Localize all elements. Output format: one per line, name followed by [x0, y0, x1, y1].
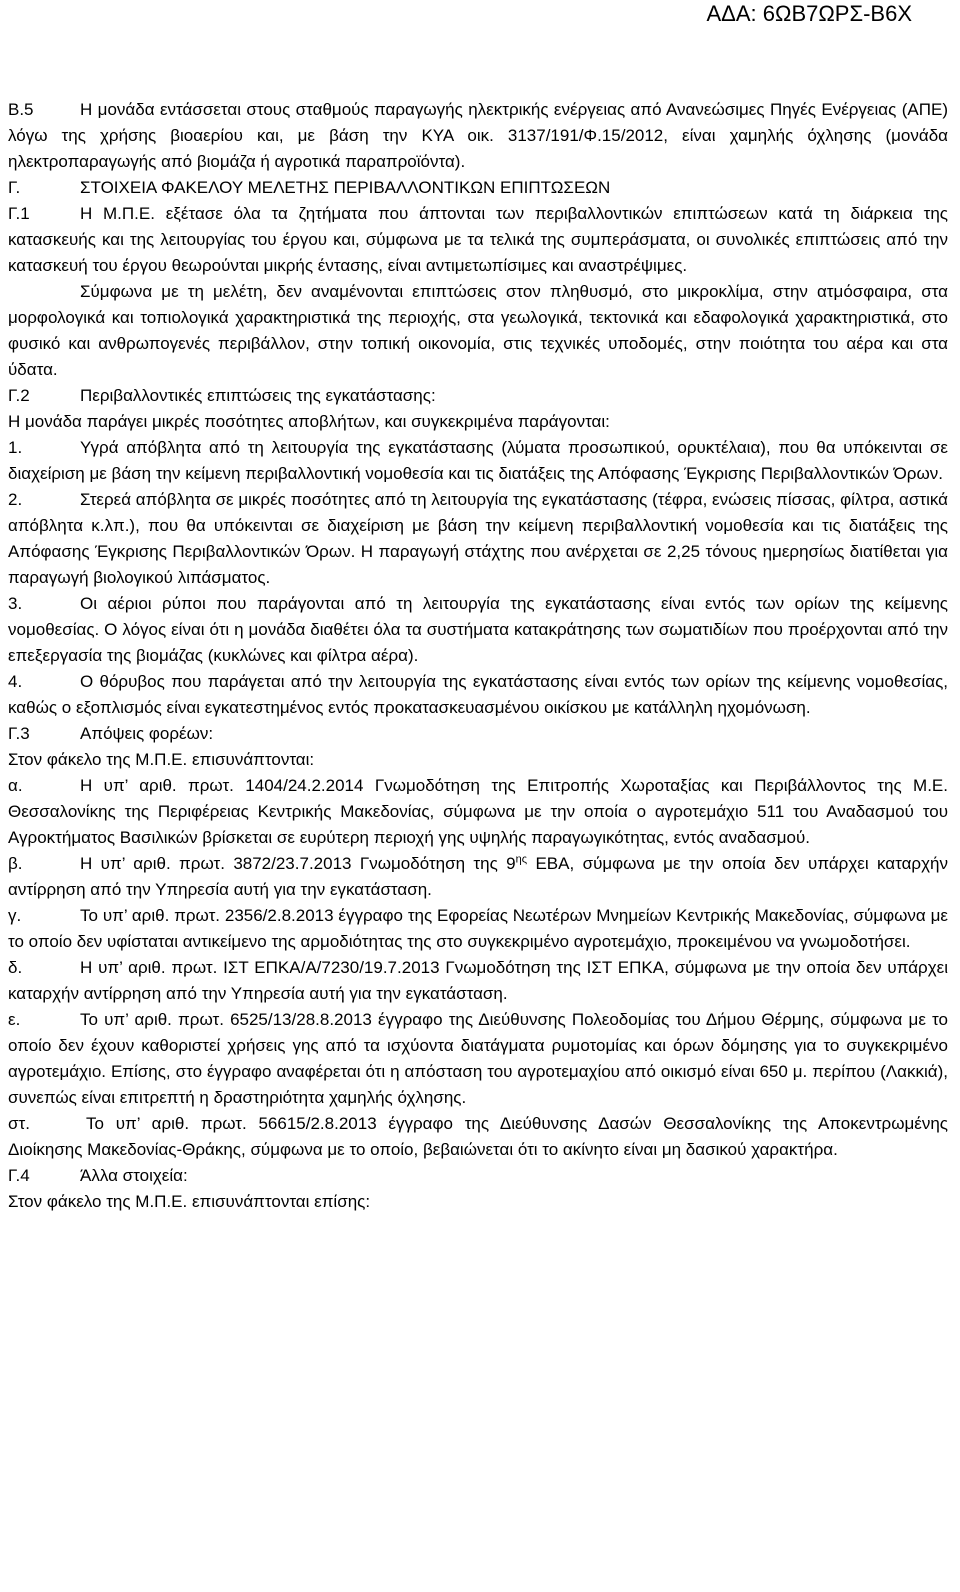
item-text: Το υπ’ αριθ. πρωτ. 6525/13/28.8.2013 έγγραφο της Διεύθυνσης Πολεοδομίας του Δήμου Θέρμης, σύμφωνα με το οποίο δεν έχουν καθοριστεί χρήσεις γης από τα ισχύοντα διατάγματα ρυμοτομίας και όρων δόμησης για το συγκεκριμένο αγροτεμάχιο. Επίσης, στο έγγραφο αναφέρεται ότι η απόσταση του αγροτεμαχίου από οικισμό είναι 650 μ. περίπου (Λακκιά), συνεπώς είναι επιτρεπτή η δραστηριότητα χαμηλής όχλησης.: [8, 1010, 948, 1107]
item-number: 4.: [8, 672, 23, 691]
list-item: [8, 773, 948, 851]
section-title: ΣΤΟΙΧΕΙΑ ΦΑΚΕΛΟΥ ΜΕΛΕΤΗΣ ΠΕΡΙΒΑΛΛΟΝΤΙΚΩΝ ΕΠΙΠΤΩΣΕΩΝ: [80, 178, 611, 197]
section-title: Απόψεις φορέων:: [80, 724, 214, 743]
section-number: Β.5: [8, 100, 34, 119]
item-number: α.: [8, 776, 23, 795]
list-item: [8, 955, 948, 1007]
section-b5: [8, 97, 948, 175]
item-text: Η υπ’ αριθ. πρωτ. 3872/23.7.2013 Γνωμοδότηση της 9: [80, 854, 516, 873]
item-text: Στερεά απόβλητα σε μικρές ποσότητες από τη λειτουργία της εγκατάστασης (τέφρα, ενώσεις πίσσας, φίλτρα, αστικά απόβλητα κ.λπ.), που θα υπόκεινται σε διαχείριση με βάση την κείμενη περιβαλλοντική νομοθεσία και τις διατάξεις της Απόφασης Έγκρισης Περιβαλλοντικών Όρων. Η παραγωγή στάχτης που ανέρχεται σε 2,25 τόνους ημερησίως διατίθεται για παραγωγή βιολογικού λιπάσματος.: [8, 490, 948, 587]
item-number: 2.: [8, 490, 23, 509]
ada-code: ΑΔΑ: 6ΩΒ7ΩΡΣ-Β6Χ: [706, 1, 912, 26]
section-title: Περιβαλλοντικές επιπτώσεις της εγκατάστασης:: [80, 386, 436, 405]
item-text-continued: ΕΒΑ, σύμφωνα με την οποία δεν υπάρχει καταρχήν αντίρρηση από την Υπηρεσία αυτή για την εγκατάσταση.: [8, 854, 948, 899]
item-number: ε.: [8, 1010, 21, 1029]
item-number: δ.: [8, 958, 23, 977]
list-item: [8, 903, 948, 955]
document-body: [8, 97, 948, 1215]
section-number: Γ.1: [8, 204, 30, 223]
item-text: Το υπ’ αριθ. πρωτ. 2356/2.8.2013 έγγραφο της Εφορείας Νεωτέρων Μνημείων Κεντρικής Μακεδονίας, σύμφωνα με το οποίο δεν υφίσταται αντικείμενο της αρμοδιότητας της στο συγκεκριμένο αγροτεμάχιο, προκειμένου να γνωμοδοτήσει.: [8, 906, 948, 951]
section-g4-intro: Στον φάκελο της Μ.Π.Ε. επισυνάπτονται επίσης:: [8, 1192, 371, 1211]
list-item: [8, 851, 948, 903]
section-g2-heading: [8, 383, 948, 409]
section-number: Γ.: [8, 178, 21, 197]
list-item: [8, 1007, 948, 1111]
item-text: Η υπ’ αριθ. πρωτ. ΙΣΤ ΕΠΚΑ/Α/7230/19.7.2013 Γνωμοδότηση της ΙΣΤ ΕΠΚΑ, σύμφωνα με την οποία δεν υπάρχει καταρχήν αντίρρηση από την Υπηρεσία αυτή για την εγκατάσταση.: [8, 958, 948, 1003]
section-number: Γ.3: [8, 724, 30, 743]
list-item: [8, 435, 948, 487]
section-g4-heading: [8, 1163, 948, 1189]
item-number: στ.: [8, 1114, 30, 1133]
item-text: Η υπ’ αριθ. πρωτ. 1404/24.2.2014 Γνωμοδότηση της Επιτροπής Χωροταξίας και Περιβάλλοντος της Μ.Ε. Θεσσαλονίκης της Περιφέρειας Κεντρικής Μακεδονίας, σύμφωνα με την οποία ο αγροτεμάχιο 511 του Αναδασμού του Αγροκτήματος Βασιλικών βρίσκεται σε ευρύτερη περιοχή γης υψηλής παραγωγικότητας, εντός αναδασμού.: [8, 776, 948, 847]
section-number: Γ.2: [8, 386, 30, 405]
section-g1-paragraph: Σύμφωνα με τη μελέτη, δεν αναμένονται επιπτώσεις στον πληθυσμό, στο μικροκλίμα, στην ατμόσφαιρα, στα μορφολογικά και τοπιολογικά χαρακτηριστικά της περιοχής, στα γεωλογικά, τεκτονικά και εδαφολογικά χαρακτηριστικά, στο φυσικό και ανθρωπογενές περιβάλλον, στην τοπική οικονομία, στις τεχνικές υποδομές, στην ποιότητα του αέρα και στα ύδατα.: [8, 282, 948, 379]
section-title: Άλλα στοιχεία:: [80, 1166, 188, 1185]
ordinal-suffix: ης: [515, 853, 528, 866]
item-number: 3.: [8, 594, 23, 613]
item-number: γ.: [8, 906, 22, 925]
section-text: Η μονάδα εντάσσεται στους σταθμούς παραγωγής ηλεκτρικής ενέργειας από Ανανεώσιμες Πηγές Ενέργειας (ΑΠΕ) λόγω της χρήσης βιοαερίου και, με βάση την ΚΥΑ οικ. 3137/191/Φ.15/2012, είναι χαμηλής όχλησης (μονάδα ηλεκτροπαραγωγής από βιομάζα ή αγροτικά παραπροϊόντα).: [8, 100, 948, 171]
section-g2-intro: Η μονάδα παράγει μικρές ποσότητες αποβλήτων, και συγκεκριμένα παράγονται:: [8, 412, 610, 431]
list-item: [8, 591, 948, 669]
item-text: Υγρά απόβλητα από τη λειτουργία της εγκατάστασης (λύματα προσωπικού, ορυκτέλαια), που θα υπόκεινται σε διαχείριση με βάση την κείμενη περιβαλλοντική νομοθεσία και τις διατάξεις της Απόφασης Έγκρισης Περιβαλλοντικών Όρων.: [8, 438, 948, 483]
list-item: [8, 669, 948, 721]
item-text: Ο θόρυβος που παράγεται από την λειτουργία της εγκατάστασης είναι εντός των ορίων της κείμενης νομοθεσίας, καθώς ο εξοπλισμός είναι εγκατεστημένος εντός προκατασκευασμένου οικίσκου με κατάλληλη ηχομόνωση.: [8, 672, 948, 717]
section-g3-heading: [8, 721, 948, 747]
list-item: [8, 1111, 948, 1163]
item-number: 1.: [8, 438, 23, 457]
section-g1: [8, 201, 948, 279]
item-text: Οι αέριοι ρύποι που παράγονται από τη λειτουργία της εγκατάστασης είναι εντός των ορίων της κείμενης νομοθεσίας. Ο λόγος είναι ότι η μονάδα διαθέτει όλα τα συστήματα κατακράτησης των σωματιδίων που προέρχονται από την επεξεργασία της βιομάζας (κυκλώνες και φίλτρα αέρα).: [8, 594, 948, 665]
section-g3-intro: Στον φάκελο της Μ.Π.Ε. επισυνάπτονται:: [8, 750, 315, 769]
list-item: [8, 487, 948, 591]
section-g-heading: [8, 175, 948, 201]
section-number: Γ.4: [8, 1166, 30, 1185]
item-number: β.: [8, 854, 23, 873]
item-text: Το υπ’ αριθ. πρωτ. 56615/2.8.2013 έγγραφο της Διεύθυνσης Δασών Θεσσαλονίκης της Αποκεντρωμένης Διοίκησης Μακεδονίας-Θράκης, σύμφωνα με το οποίο, βεβαιώνεται ότι το ακίνητο είναι μη δασικού χαρακτήρα.: [8, 1114, 948, 1159]
section-text: Η Μ.Π.Ε. εξέτασε όλα τα ζητήματα που άπτονται των περιβαλλοντικών επιπτώσεων κατά τη διάρκεια της κατασκευής και της λειτουργίας του έργου και, σύμφωνα με τα τελικά της συμπεράσματα, οι συνολικές επιπτώσεις από την κατασκευή του έργου θεωρούνται μικρής έντασης, είναι αντιμετωπίσιμες και αναστρέψιμες.: [8, 204, 948, 275]
